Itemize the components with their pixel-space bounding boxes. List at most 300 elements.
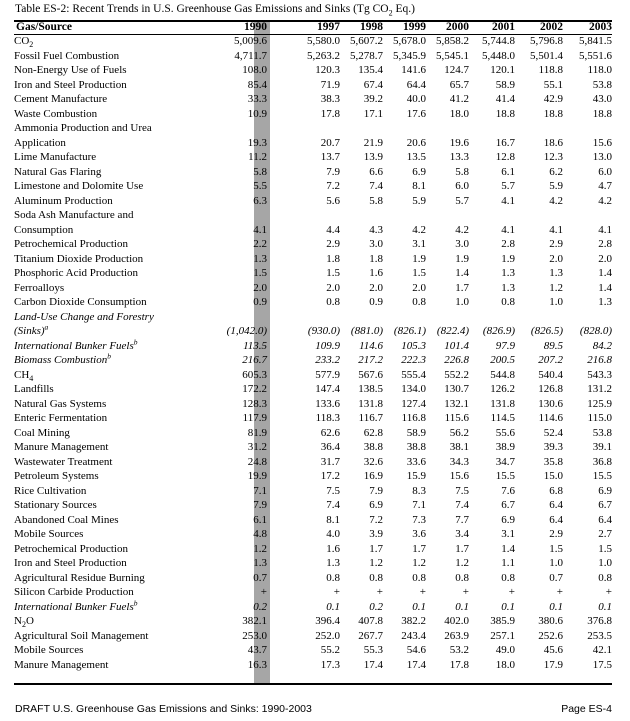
- row-label-text: Non-Energy Use of Fuels: [14, 64, 127, 76]
- value-cell: 67.4: [363, 78, 383, 91]
- value-cell: 120.3: [315, 64, 340, 76]
- value-cell: 7.9: [326, 165, 340, 178]
- value-cell: 131.8: [358, 397, 383, 410]
- value-cell: 6.9: [369, 499, 383, 511]
- row-label: [14, 223, 217, 238]
- value-cell: 6.1: [501, 165, 515, 178]
- value-cell: 115.0: [587, 412, 612, 424]
- value-cell: 147.4: [315, 383, 340, 395]
- value-cell: 34.3: [449, 455, 469, 468]
- value-cell: 15.5: [495, 470, 515, 482]
- value-cell: 0.9: [253, 296, 267, 308]
- row-label: [14, 78, 217, 93]
- value-cell: 55.2: [320, 644, 340, 656]
- value-cell: 7.7: [455, 513, 469, 526]
- value-cell: 1.7: [369, 542, 383, 555]
- value-cell: 6.9: [598, 484, 612, 497]
- value-cell: 115.6: [444, 412, 469, 424]
- source-row: [14, 643, 612, 658]
- value-cell: 402.0: [444, 615, 469, 627]
- value-cell: [563, 310, 612, 325]
- value-cell: 17.8: [449, 658, 469, 671]
- value-cell: 207.2: [538, 354, 563, 366]
- value-cell: 13.9: [363, 151, 383, 163]
- value-cell: 17.4: [406, 658, 426, 671]
- value-cell: 1.9: [501, 252, 515, 265]
- value-cell: 58.9: [495, 78, 515, 91]
- value-cell: +: [556, 586, 563, 598]
- value-cell: 31.7: [320, 455, 340, 468]
- source-row: [14, 542, 612, 557]
- value-cell: 1.2: [369, 557, 383, 569]
- value-cell: 217.2: [358, 354, 383, 366]
- value-cell: [563, 208, 612, 223]
- value-cell: 38.8: [406, 441, 426, 453]
- value-cell: 42.1: [592, 644, 612, 656]
- value-cell: 18.8: [592, 107, 612, 120]
- value-cell: 0.8: [455, 571, 469, 584]
- row-label-text: Mobile Sources: [14, 644, 84, 656]
- value-cell: 5,545.1: [436, 49, 469, 62]
- row-label-text: International Bunker Fuels: [14, 600, 134, 613]
- value-cell: 52.4: [543, 426, 563, 439]
- row-label-text: Abandoned Coal Mines: [14, 513, 119, 526]
- row-label-text: Cement Manufacture: [14, 93, 108, 105]
- value-cell: [267, 208, 340, 223]
- source-row: [14, 658, 612, 673]
- row-label: [14, 150, 217, 165]
- row-label-text: Biomass Combustion: [14, 354, 108, 366]
- source-row: [14, 49, 612, 64]
- value-cell: 55.6: [495, 426, 515, 439]
- row-label-text: Petrochemical Production: [14, 542, 128, 555]
- value-cell: 1.8: [369, 252, 383, 265]
- value-cell: [426, 121, 469, 136]
- row-label: [14, 513, 217, 528]
- header-year: 2002: [540, 21, 563, 33]
- value-cell: 0.7: [253, 571, 267, 584]
- value-cell: 114.6: [538, 412, 563, 424]
- value-cell: 5,607.2: [350, 35, 383, 47]
- value-cell: 33.3: [247, 93, 267, 105]
- value-cell: 1.4: [598, 281, 612, 294]
- value-cell: 4.2: [549, 194, 563, 207]
- source-row: [14, 107, 612, 122]
- value-cell: 385.9: [490, 615, 515, 627]
- value-cell: 0.8: [501, 571, 515, 584]
- row-label: [14, 34, 217, 49]
- value-cell: 10.9: [247, 107, 267, 120]
- row-label-text: Stationary Sources: [14, 499, 97, 511]
- value-cell: 1.3: [501, 267, 515, 279]
- row-label-text: Carbon Dioxide Consumption: [14, 296, 147, 308]
- value-cell: +: [605, 586, 612, 598]
- value-cell: 2.8: [501, 238, 515, 250]
- value-cell: 1.2: [549, 281, 563, 294]
- source-row: [14, 223, 612, 238]
- value-cell: 3.1: [501, 528, 515, 540]
- row-label-text: Petroleum Systems: [14, 470, 99, 482]
- value-cell: 4.2: [412, 223, 426, 236]
- source-row: [14, 310, 612, 325]
- value-cell: 222.3: [401, 354, 426, 366]
- value-cell: 135.4: [358, 64, 383, 76]
- value-cell: 17.9: [543, 658, 563, 671]
- source-row: [14, 208, 612, 223]
- value-cell: 216.8: [587, 354, 612, 366]
- value-cell: [563, 121, 612, 136]
- value-cell: 0.2: [369, 600, 383, 613]
- row-label: [14, 542, 217, 557]
- row-label: [14, 397, 217, 412]
- row-label: [14, 643, 217, 658]
- row-label: [14, 469, 217, 484]
- value-cell: 0.1: [501, 600, 515, 613]
- row-label-tail: O: [25, 615, 34, 627]
- value-cell: 19.6: [449, 136, 469, 149]
- value-cell: [383, 121, 426, 136]
- value-cell: 200.5: [490, 354, 515, 366]
- row-label-text: Rice Cultivation: [14, 484, 87, 497]
- value-cell: 0.1: [549, 600, 563, 613]
- source-row: [14, 382, 612, 397]
- value-cell: 38.9: [495, 441, 515, 453]
- value-cell: 20.6: [406, 136, 426, 149]
- value-cell: 6.7: [598, 499, 612, 511]
- value-cell: 4.3: [369, 223, 383, 236]
- value-cell: 39.3: [543, 441, 563, 453]
- value-cell: 108.0: [242, 64, 267, 76]
- value-cell: 6.9: [412, 165, 426, 178]
- value-cell: 5.9: [549, 180, 563, 192]
- value-cell: 4.2: [455, 223, 469, 236]
- value-cell: 252.6: [538, 629, 563, 642]
- value-cell: 89.5: [543, 339, 563, 352]
- value-cell: 43.7: [247, 644, 267, 656]
- value-cell: +: [260, 586, 267, 598]
- value-cell: 1.6: [326, 542, 340, 555]
- row-label-text: Soda Ash Manufacture and: [14, 209, 134, 221]
- value-cell: 555.4: [401, 368, 426, 381]
- value-cell: 4.1: [501, 223, 515, 236]
- value-cell: 13.3: [449, 151, 469, 163]
- value-cell: 1.5: [412, 267, 426, 279]
- value-cell: 544.8: [490, 368, 515, 381]
- value-cell: 7.4: [369, 180, 383, 192]
- source-row: [14, 484, 612, 499]
- row-label-text: Manure Management: [14, 658, 109, 671]
- value-cell: 39.1: [592, 441, 612, 453]
- value-cell: 20.7: [320, 136, 340, 149]
- row-label: [14, 136, 217, 151]
- row-label-text: Phosphoric Acid Production: [14, 267, 139, 279]
- value-cell: [217, 208, 267, 223]
- value-cell: 1.2: [253, 542, 267, 555]
- value-cell: 5.8: [455, 165, 469, 178]
- value-cell: 38.1: [449, 441, 469, 453]
- value-cell: 1.3: [598, 296, 612, 308]
- value-cell: 4.1: [253, 223, 267, 236]
- value-cell: 134.0: [401, 383, 426, 395]
- value-cell: (826.1): [393, 325, 426, 337]
- row-label: [14, 336, 217, 354]
- caption-text: Table ES-2: Recent Trends in U.S. Greenhouse Gas Emissions and Sinks (Tg CO: [15, 3, 389, 15]
- value-cell: 382.2: [401, 615, 426, 627]
- value-cell: 21.9: [363, 136, 383, 149]
- value-cell: 5,841.5: [579, 35, 612, 47]
- table-body: [14, 34, 612, 672]
- value-cell: 138.5: [358, 383, 383, 395]
- row-label: [14, 455, 217, 470]
- value-cell: 1.7: [455, 281, 469, 294]
- source-row: [14, 266, 612, 281]
- value-cell: 33.6: [406, 455, 426, 468]
- value-cell: 0.8: [326, 571, 340, 584]
- value-cell: 5,263.2: [307, 49, 340, 62]
- value-cell: 71.9: [320, 78, 340, 91]
- value-cell: 43.0: [592, 93, 612, 105]
- value-cell: 6.4: [549, 513, 563, 526]
- value-cell: [340, 208, 383, 223]
- row-label: [14, 426, 217, 441]
- header-year: 1997: [317, 21, 340, 33]
- value-cell: 2.7: [598, 528, 612, 540]
- value-cell: +: [333, 586, 340, 598]
- value-cell: 1.8: [326, 252, 340, 265]
- value-cell: 12.8: [495, 151, 515, 163]
- header-year: 2003: [589, 21, 612, 33]
- row-label-text: Titanium Dioxide Production: [14, 252, 144, 265]
- value-cell: 36.4: [320, 441, 340, 453]
- value-cell: 41.2: [449, 93, 469, 105]
- value-cell: 16.9: [363, 470, 383, 482]
- value-cell: 13.5: [406, 151, 426, 163]
- row-label-text: Lime Manufacture: [14, 151, 97, 163]
- value-cell: 6.9: [501, 513, 515, 526]
- value-cell: 6.4: [549, 499, 563, 511]
- value-cell: 1.4: [598, 267, 612, 279]
- row-label: [14, 194, 217, 209]
- source-row: [14, 527, 612, 542]
- value-cell: 53.8: [592, 78, 612, 91]
- value-cell: (826.5): [530, 325, 563, 337]
- value-cell: [469, 208, 515, 223]
- row-label-text: (Sinks): [14, 325, 45, 337]
- row-label-text: CH: [14, 368, 30, 381]
- value-cell: 109.9: [315, 339, 340, 352]
- value-cell: 6.6: [369, 165, 383, 178]
- value-cell: 130.6: [538, 397, 563, 410]
- header-year: 1990: [244, 21, 267, 33]
- value-cell: 6.8: [549, 484, 563, 497]
- value-cell: 40.0: [406, 93, 426, 105]
- value-cell: 130.7: [444, 383, 469, 395]
- row-label: [14, 165, 217, 180]
- row-label: [14, 498, 217, 513]
- value-cell: [383, 208, 426, 223]
- value-cell: 1.3: [253, 557, 267, 569]
- row-label: [14, 281, 217, 296]
- source-row: [14, 411, 612, 426]
- value-cell: 49.0: [495, 644, 515, 656]
- value-cell: [469, 121, 515, 136]
- value-cell: 1.0: [549, 296, 563, 308]
- source-row: [14, 281, 612, 296]
- value-cell: 17.8: [320, 107, 340, 120]
- row-label: [14, 252, 217, 267]
- value-cell: 18.0: [449, 107, 469, 120]
- value-cell: 7.9: [253, 499, 267, 511]
- value-cell: 1.3: [549, 267, 563, 279]
- row-label-text: Mobile Sources: [14, 528, 84, 540]
- value-cell: (828.0): [579, 325, 612, 337]
- value-cell: 552.2: [444, 368, 469, 381]
- value-cell: 53.8: [592, 426, 612, 439]
- value-cell: (822.4): [436, 325, 469, 337]
- value-cell: 5,678.0: [393, 35, 426, 47]
- value-cell: 64.4: [406, 78, 426, 91]
- value-cell: +: [419, 586, 426, 598]
- row-label-text: Iron and Steel Production: [14, 78, 127, 91]
- caption-tail: Eq.): [392, 3, 415, 15]
- row-label-text: Natural Gas Systems: [14, 397, 107, 410]
- value-cell: +: [462, 586, 469, 598]
- value-cell: 18.0: [495, 658, 515, 671]
- value-cell: [267, 121, 340, 136]
- value-cell: 13.7: [320, 151, 340, 163]
- value-cell: 253.0: [242, 629, 267, 642]
- value-cell: 0.8: [369, 571, 383, 584]
- row-label-text: Wastewater Treatment: [14, 455, 113, 468]
- value-cell: 4.4: [326, 223, 340, 236]
- value-cell: 7.4: [455, 499, 469, 511]
- value-cell: [515, 208, 563, 223]
- value-cell: 5,858.2: [436, 35, 469, 47]
- source-row: [14, 455, 612, 470]
- value-cell: 6.0: [598, 165, 612, 178]
- value-cell: 172.2: [242, 383, 267, 395]
- value-cell: 131.8: [490, 397, 515, 410]
- row-label-text: Petrochemical Production: [14, 238, 128, 250]
- value-cell: 605.3: [242, 368, 267, 381]
- value-cell: 3.1: [412, 238, 426, 250]
- row-label: [14, 597, 217, 615]
- row-label: [14, 614, 217, 629]
- row-label-text: Silicon Carbide Production: [14, 586, 134, 598]
- value-cell: 257.1: [490, 629, 515, 642]
- row-label: [14, 63, 217, 78]
- value-cell: 7.5: [326, 484, 340, 497]
- value-cell: 0.8: [412, 296, 426, 308]
- table-caption: [15, 3, 415, 17]
- value-cell: 243.4: [401, 629, 426, 642]
- row-label-text: Limestone and Dolomite Use: [14, 180, 144, 192]
- value-cell: 114.5: [490, 412, 515, 424]
- value-cell: 42.9: [543, 93, 563, 105]
- value-cell: 2.0: [326, 281, 340, 294]
- value-cell: 3.0: [369, 238, 383, 250]
- value-cell: 0.1: [326, 600, 340, 613]
- value-cell: 120.1: [490, 64, 515, 76]
- row-label: [14, 585, 217, 600]
- value-cell: 1.0: [598, 557, 612, 569]
- value-cell: 84.2: [592, 339, 612, 352]
- source-row: [14, 179, 612, 194]
- value-cell: 105.3: [401, 339, 426, 352]
- value-cell: 45.6: [543, 644, 563, 656]
- value-cell: 2.2: [253, 238, 267, 250]
- value-cell: 34.7: [495, 455, 515, 468]
- value-cell: 131.2: [587, 383, 612, 395]
- value-cell: 1.0: [549, 557, 563, 569]
- value-cell: 5,278.7: [350, 49, 383, 62]
- source-row: [14, 440, 612, 455]
- value-cell: 4.1: [598, 223, 612, 236]
- footer-page-number: Page ES-4: [561, 703, 612, 715]
- value-cell: 128.3: [242, 397, 267, 410]
- value-cell: [383, 310, 426, 325]
- footer-document-title: DRAFT U.S. Greenhouse Gas Emissions and Sinks: 1990-2003: [15, 703, 312, 715]
- value-cell: 32.6: [363, 455, 383, 468]
- value-cell: 35.8: [543, 455, 563, 468]
- value-cell: 3.4: [455, 528, 469, 540]
- value-cell: 5,580.0: [307, 35, 340, 47]
- row-label-text: Landfills: [14, 383, 54, 395]
- value-cell: 376.8: [587, 615, 612, 627]
- value-cell: 0.1: [455, 600, 469, 613]
- footnote-marker: b: [133, 597, 138, 607]
- value-cell: 114.6: [359, 339, 383, 352]
- value-cell: 97.9: [495, 339, 515, 352]
- value-cell: 7.6: [501, 484, 515, 497]
- value-cell: 226.8: [444, 354, 469, 366]
- value-cell: 124.7: [444, 64, 469, 76]
- row-label-subscript: 2: [29, 40, 34, 50]
- value-cell: 127.4: [401, 397, 426, 410]
- value-cell: 58.9: [406, 426, 426, 439]
- source-row: [14, 237, 612, 252]
- value-cell: 55.1: [543, 78, 563, 91]
- value-cell: 4.1: [501, 194, 515, 207]
- value-cell: 17.4: [363, 658, 383, 671]
- caption-subscript: 2: [388, 8, 393, 18]
- value-cell: 1.4: [455, 267, 469, 279]
- value-cell: 1.5: [326, 267, 340, 279]
- row-label: [14, 237, 217, 252]
- row-label: [14, 411, 217, 426]
- value-cell: 6.1: [253, 513, 267, 526]
- value-cell: 133.6: [315, 397, 340, 410]
- value-cell: 62.8: [363, 426, 383, 439]
- value-cell: 17.3: [320, 658, 340, 671]
- source-row: [14, 571, 612, 586]
- value-cell: 5,744.8: [482, 35, 515, 47]
- row-label-text: N: [14, 615, 22, 627]
- value-cell: 6.3: [253, 194, 267, 207]
- value-cell: 1.9: [455, 252, 469, 265]
- value-cell: 54.6: [406, 644, 426, 656]
- value-cell: 85.4: [247, 78, 267, 91]
- value-cell: 1.5: [549, 542, 563, 555]
- value-cell: 380.6: [538, 615, 563, 627]
- source-row: [14, 426, 612, 441]
- value-cell: 15.6: [592, 136, 612, 149]
- header-row: [14, 21, 612, 34]
- value-cell: 5.9: [412, 194, 426, 207]
- value-cell: 125.9: [587, 397, 612, 410]
- value-cell: 118.8: [538, 64, 563, 76]
- value-cell: 0.1: [412, 600, 426, 613]
